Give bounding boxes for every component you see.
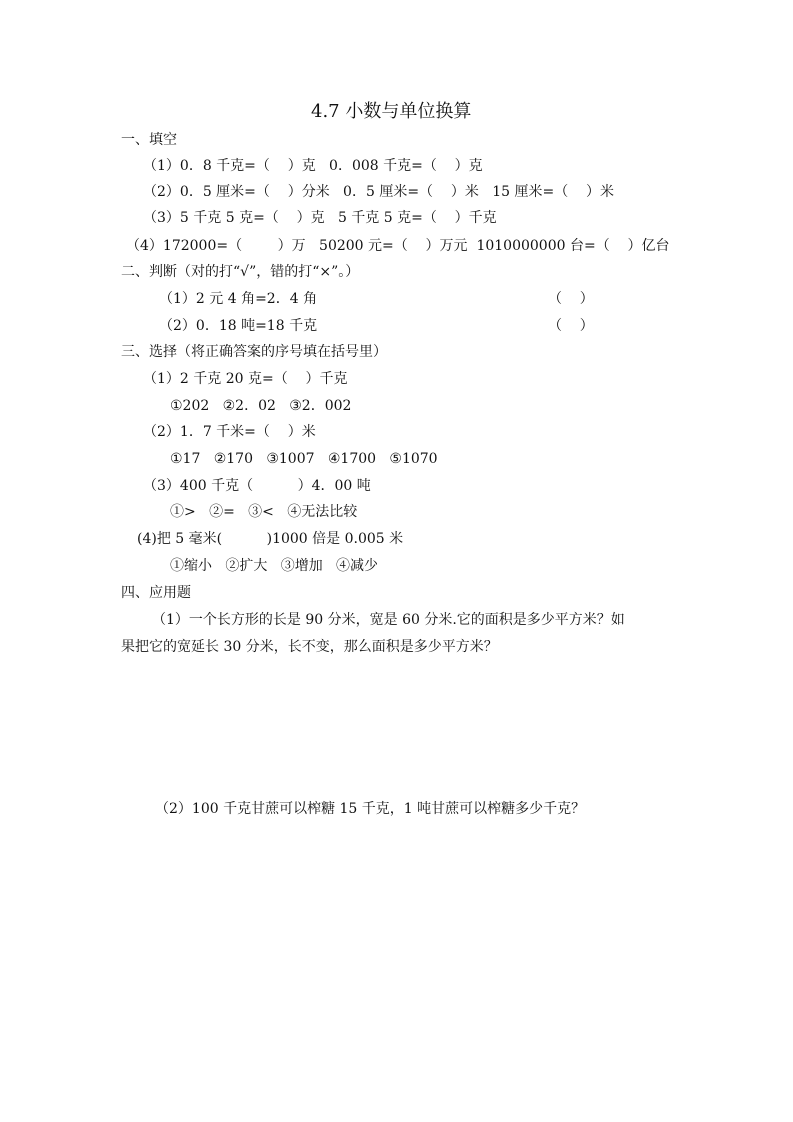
choice-q4-options: ①缩小 ②扩大 ③增加 ④减少	[170, 558, 379, 574]
fill-blank-q3: （3）5 千克 5 克=（ ）克 5 千克 5 克=（ ）千克	[143, 210, 497, 226]
judge-q1: （1）2 元 4 角=2．4 角	[159, 291, 318, 307]
choice-q1: （1）2 千克 20 克=（ ）千克	[143, 371, 348, 387]
choice-q4: (4)把 5 毫米( )1000 倍是 0.005 米	[137, 531, 404, 547]
fill-blank-q2: （2）0．5 厘米=（ ）分米 0．5 厘米=（ ）米 15 厘米=（ ）米	[143, 184, 614, 200]
application-q1-line2: 果把它的宽延长 30 分米，长不变，那么面积是多少平方米？	[121, 639, 498, 655]
choice-q2: （2）1．7 千米=（ ）米	[143, 424, 316, 440]
section-heading-judge: 二、判断（对的打“√”，错的打“×”。）	[121, 264, 360, 280]
fill-blank-q4: （4）172000=（ ）万 50200 元=（ ）万元 1010000000 台=（ ）亿台	[126, 238, 670, 254]
judge-q1-answer-paren: （ ）	[548, 291, 594, 307]
application-q1-line1: （1）一个长方形的长是 90 分米，宽是 60 分米.它的面积是多少平方米？如	[152, 612, 625, 628]
section-heading-application: 四、应用题	[121, 585, 191, 601]
judge-q2-answer-paren: （ ）	[548, 318, 594, 334]
choice-q1-options: ①202 ②2．02 ③2．002	[170, 398, 352, 414]
section-heading-choice: 三、选择（将正确答案的序号填在括号里）	[121, 344, 387, 360]
page-title: 4.7 小数与单位换算	[311, 101, 472, 122]
judge-q2: （2）0．18 吨=18 千克	[159, 318, 318, 334]
section-heading-fill-blank: 一、填空	[121, 132, 177, 148]
choice-q2-options: ①17 ②170 ③1007 ④1700 ⑤1070	[170, 451, 438, 467]
choice-q3-options: ①> ②= ③< ④无法比较	[170, 504, 358, 520]
application-q2: （2）100 千克甘蔗可以榨糖 15 千克，1 吨甘蔗可以榨糖多少千克？	[155, 801, 586, 817]
fill-blank-q1: （1）0．8 千克=（ ）克 0．008 千克=（ ）克	[143, 158, 483, 174]
choice-q3: （3）400 千克（ ）4．00 吨	[143, 478, 371, 494]
